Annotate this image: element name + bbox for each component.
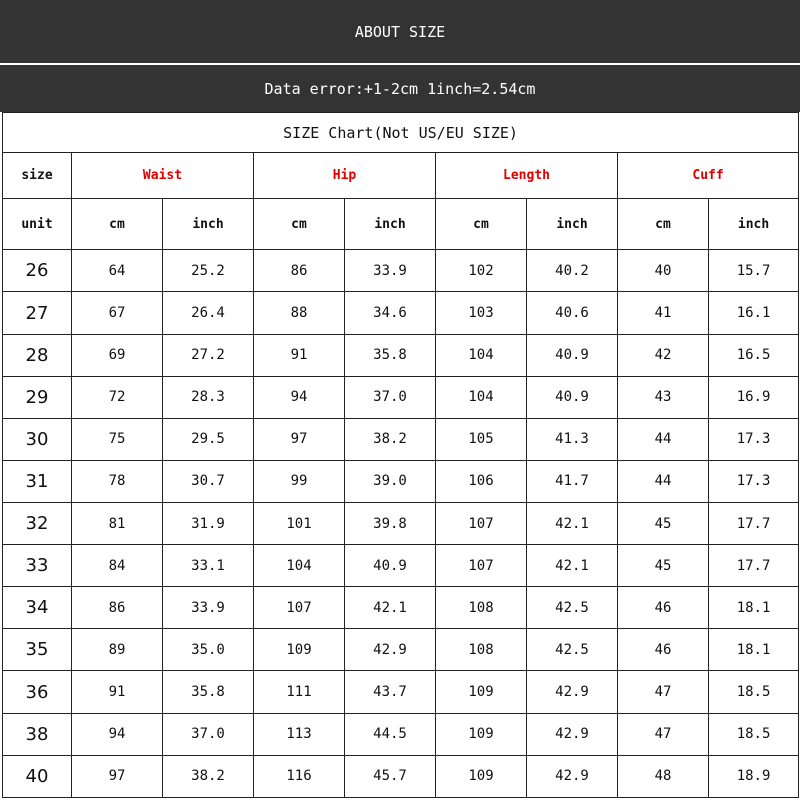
length-cm-cell: 107 xyxy=(436,503,527,545)
length-inch-cell: 42.9 xyxy=(527,671,618,713)
cuff-inch-cell: 16.5 xyxy=(709,334,799,376)
measurement-note: Data error:+1-2cm 1inch=2.54cm xyxy=(0,65,800,112)
waist-inch-cell: 29.5 xyxy=(163,418,254,460)
table-row xyxy=(3,292,799,334)
size-cell: 36 xyxy=(3,671,72,713)
cuff-inch-cell: 17.7 xyxy=(709,545,799,587)
waist-cm-cell: 97 xyxy=(72,755,163,797)
length-inch-cell: 40.9 xyxy=(527,376,618,418)
hip-inch-cell: 45.7 xyxy=(345,755,436,797)
size-cell: 34 xyxy=(3,587,72,629)
waist-cm-cell: 91 xyxy=(72,671,163,713)
cuff-inch-cell: 17.3 xyxy=(709,418,799,460)
waist-inch-cell: 33.1 xyxy=(163,545,254,587)
waist-cm-cell: 72 xyxy=(72,376,163,418)
unit-cm: cm xyxy=(72,199,163,250)
table-row xyxy=(3,755,799,797)
cuff-cm-cell: 46 xyxy=(618,629,709,671)
cuff-cm-cell: 44 xyxy=(618,418,709,460)
size-cell: 29 xyxy=(3,376,72,418)
hip-cm-cell: 99 xyxy=(254,460,345,502)
length-cm-cell: 107 xyxy=(436,545,527,587)
column-header-length: Length xyxy=(436,153,618,199)
size-cell: 27 xyxy=(3,292,72,334)
size-cell: 38 xyxy=(3,713,72,755)
length-inch-cell: 42.9 xyxy=(527,755,618,797)
length-cm-cell: 109 xyxy=(436,671,527,713)
column-header-waist: Waist xyxy=(72,153,254,199)
cuff-inch-cell: 18.1 xyxy=(709,587,799,629)
waist-cm-cell: 84 xyxy=(72,545,163,587)
length-cm-cell: 109 xyxy=(436,755,527,797)
length-inch-cell: 41.3 xyxy=(527,418,618,460)
size-cell: 33 xyxy=(3,545,72,587)
hip-cm-cell: 97 xyxy=(254,418,345,460)
cuff-inch-cell: 18.5 xyxy=(709,713,799,755)
length-cm-cell: 104 xyxy=(436,334,527,376)
size-cell: 40 xyxy=(3,755,72,797)
cuff-inch-cell: 15.7 xyxy=(709,250,799,292)
hip-inch-cell: 40.9 xyxy=(345,545,436,587)
length-inch-cell: 40.2 xyxy=(527,250,618,292)
hip-inch-cell: 35.8 xyxy=(345,334,436,376)
hip-cm-cell: 109 xyxy=(254,629,345,671)
unit-cm: cm xyxy=(436,199,527,250)
cuff-inch-cell: 17.3 xyxy=(709,460,799,502)
length-cm-cell: 106 xyxy=(436,460,527,502)
hip-inch-cell: 38.2 xyxy=(345,418,436,460)
waist-inch-cell: 28.3 xyxy=(163,376,254,418)
waist-cm-cell: 67 xyxy=(72,292,163,334)
hip-cm-cell: 116 xyxy=(254,755,345,797)
waist-inch-cell: 38.2 xyxy=(163,755,254,797)
cuff-cm-cell: 43 xyxy=(618,376,709,418)
table-row xyxy=(3,713,799,755)
table-row xyxy=(3,587,799,629)
cuff-inch-cell: 18.5 xyxy=(709,671,799,713)
hip-cm-cell: 104 xyxy=(254,545,345,587)
length-cm-cell: 103 xyxy=(436,292,527,334)
waist-cm-cell: 89 xyxy=(72,629,163,671)
table-row xyxy=(3,334,799,376)
unit-inch: inch xyxy=(527,199,618,250)
table-row xyxy=(3,460,799,502)
length-inch-cell: 42.1 xyxy=(527,545,618,587)
cuff-cm-cell: 44 xyxy=(618,460,709,502)
hip-inch-cell: 39.8 xyxy=(345,503,436,545)
hip-inch-cell: 44.5 xyxy=(345,713,436,755)
waist-inch-cell: 27.2 xyxy=(163,334,254,376)
hip-cm-cell: 88 xyxy=(254,292,345,334)
cuff-inch-cell: 18.9 xyxy=(709,755,799,797)
hip-inch-cell: 39.0 xyxy=(345,460,436,502)
cuff-cm-cell: 46 xyxy=(618,587,709,629)
cuff-cm-cell: 48 xyxy=(618,755,709,797)
length-inch-cell: 40.9 xyxy=(527,334,618,376)
size-cell: 31 xyxy=(3,460,72,502)
waist-cm-cell: 69 xyxy=(72,334,163,376)
hip-inch-cell: 42.9 xyxy=(345,629,436,671)
waist-inch-cell: 37.0 xyxy=(163,713,254,755)
hip-cm-cell: 101 xyxy=(254,503,345,545)
length-inch-cell: 42.5 xyxy=(527,587,618,629)
size-chart-table xyxy=(2,112,799,798)
size-cell: 28 xyxy=(3,334,72,376)
length-cm-cell: 108 xyxy=(436,587,527,629)
length-cm-cell: 109 xyxy=(436,713,527,755)
waist-cm-cell: 81 xyxy=(72,503,163,545)
length-inch-cell: 42.9 xyxy=(527,713,618,755)
waist-inch-cell: 35.0 xyxy=(163,629,254,671)
hip-cm-cell: 94 xyxy=(254,376,345,418)
length-inch-cell: 42.1 xyxy=(527,503,618,545)
size-header: size xyxy=(3,153,72,199)
table-row xyxy=(3,376,799,418)
length-cm-cell: 104 xyxy=(436,376,527,418)
hip-inch-cell: 43.7 xyxy=(345,671,436,713)
hip-inch-cell: 33.9 xyxy=(345,250,436,292)
page-title: ABOUT SIZE xyxy=(0,0,800,65)
waist-cm-cell: 78 xyxy=(72,460,163,502)
waist-inch-cell: 30.7 xyxy=(163,460,254,502)
cuff-inch-cell: 17.7 xyxy=(709,503,799,545)
table-row xyxy=(3,629,799,671)
waist-cm-cell: 94 xyxy=(72,713,163,755)
hip-cm-cell: 111 xyxy=(254,671,345,713)
table-row xyxy=(3,545,799,587)
cuff-cm-cell: 40 xyxy=(618,250,709,292)
cuff-inch-cell: 18.1 xyxy=(709,629,799,671)
length-cm-cell: 105 xyxy=(436,418,527,460)
cuff-cm-cell: 47 xyxy=(618,713,709,755)
table-row xyxy=(3,418,799,460)
waist-inch-cell: 26.4 xyxy=(163,292,254,334)
hip-inch-cell: 42.1 xyxy=(345,587,436,629)
length-inch-cell: 41.7 xyxy=(527,460,618,502)
waist-cm-cell: 75 xyxy=(72,418,163,460)
waist-cm-cell: 64 xyxy=(72,250,163,292)
length-cm-cell: 108 xyxy=(436,629,527,671)
waist-inch-cell: 35.8 xyxy=(163,671,254,713)
cuff-cm-cell: 45 xyxy=(618,545,709,587)
size-cell: 26 xyxy=(3,250,72,292)
table-caption: SIZE Chart(Not US/EU SIZE) xyxy=(3,113,799,153)
table-row xyxy=(3,503,799,545)
column-header-hip: Hip xyxy=(254,153,436,199)
length-inch-cell: 40.6 xyxy=(527,292,618,334)
cuff-cm-cell: 45 xyxy=(618,503,709,545)
hip-cm-cell: 107 xyxy=(254,587,345,629)
waist-inch-cell: 25.2 xyxy=(163,250,254,292)
length-cm-cell: 102 xyxy=(436,250,527,292)
hip-cm-cell: 86 xyxy=(254,250,345,292)
size-cell: 32 xyxy=(3,503,72,545)
cuff-inch-cell: 16.9 xyxy=(709,376,799,418)
length-inch-cell: 42.5 xyxy=(527,629,618,671)
unit-inch: inch xyxy=(345,199,436,250)
cuff-cm-cell: 41 xyxy=(618,292,709,334)
cuff-cm-cell: 42 xyxy=(618,334,709,376)
size-cell: 30 xyxy=(3,418,72,460)
unit-header: unit xyxy=(3,199,72,250)
waist-inch-cell: 31.9 xyxy=(163,503,254,545)
cuff-inch-cell: 16.1 xyxy=(709,292,799,334)
size-cell: 35 xyxy=(3,629,72,671)
waist-cm-cell: 86 xyxy=(72,587,163,629)
hip-inch-cell: 37.0 xyxy=(345,376,436,418)
hip-cm-cell: 113 xyxy=(254,713,345,755)
unit-inch: inch xyxy=(709,199,799,250)
column-header-cuff: Cuff xyxy=(618,153,799,199)
unit-cm: cm xyxy=(618,199,709,250)
table-row xyxy=(3,250,799,292)
hip-inch-cell: 34.6 xyxy=(345,292,436,334)
hip-cm-cell: 91 xyxy=(254,334,345,376)
unit-inch: inch xyxy=(163,199,254,250)
table-row xyxy=(3,671,799,713)
cuff-cm-cell: 47 xyxy=(618,671,709,713)
waist-inch-cell: 33.9 xyxy=(163,587,254,629)
unit-cm: cm xyxy=(254,199,345,250)
